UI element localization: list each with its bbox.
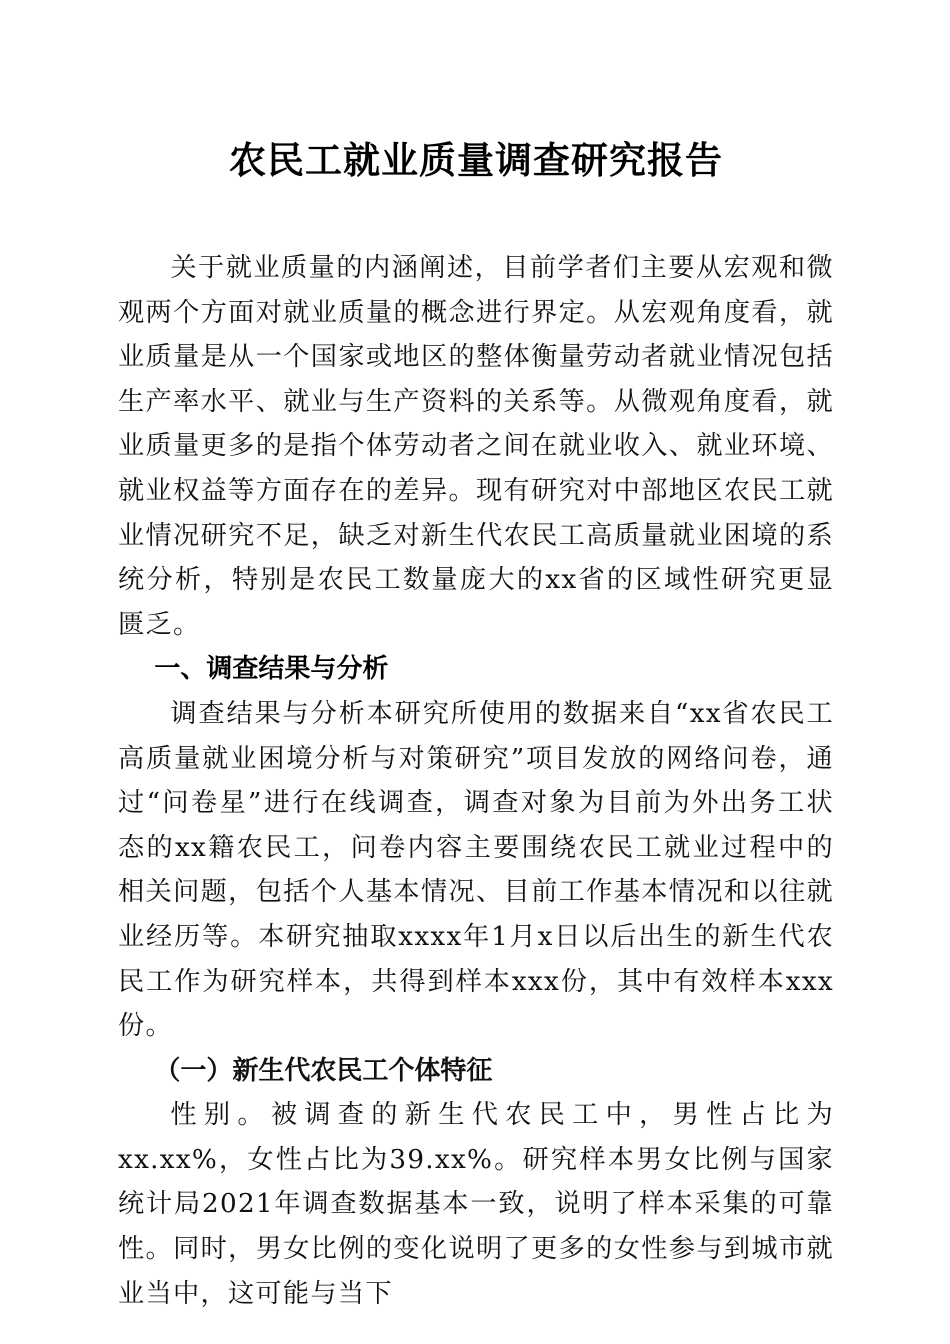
survey-paragraph: 调查结果与分析本研究所使用的数据来自“xx省农民工高质量就业困境分析与对策研究”项目发放的网络问卷，通过“问卷星”进行在线调查，调查对象为目前为外出务工状态的xx籍农民工，问卷内容主要围绕农民工就业过程中的相关问题，包括个人基本情况、目前工作基本情况和以往就业经历等。本研究抽取xxxx年1月x日以后出生的新生代农民工作为研究样本，共得到样本xxx份，其中有效样本xxx份。 (118, 698, 834, 1042)
intro-paragraph: 关于就业质量的内涵阐述，目前学者们主要从宏观和微观两个方面对就业质量的概念进行界定。从宏观角度看，就业质量是从一个国家或地区的整体衡量劳动者就业情况包括生产率水平、就业与生产资料的关系等。从微观角度看，就业质量更多的是指个体劳动者之间在就业收入、就业环境、就业权益等方面存在的差异。现有研究对中部地区农民工就业情况研究不足，缺乏对新生代农民工高质量就业困境的系统分析，特别是农民工数量庞大的xx省的区域性研究更显匮乏。 (118, 253, 834, 640)
gender-paragraph: 性别。被调查的新生代农民工中，男性占比为xx.xx%，女性占比为39.xx%。研究样本男女比例与国家统计局2021年调查数据基本一致，说明了样本采集的可靠性。同时，男女比例的变化说明了更多的女性参与到城市就业当中，这可能与当下 (118, 1100, 834, 1309)
document-title: 农民工就业质量调查研究报告 (229, 138, 723, 182)
section-heading: 一、调查结果与分析 (154, 654, 389, 685)
document-page (118, 130, 834, 1316)
subsection-heading: （一）新生代农民工个体特征 (154, 1055, 493, 1086)
